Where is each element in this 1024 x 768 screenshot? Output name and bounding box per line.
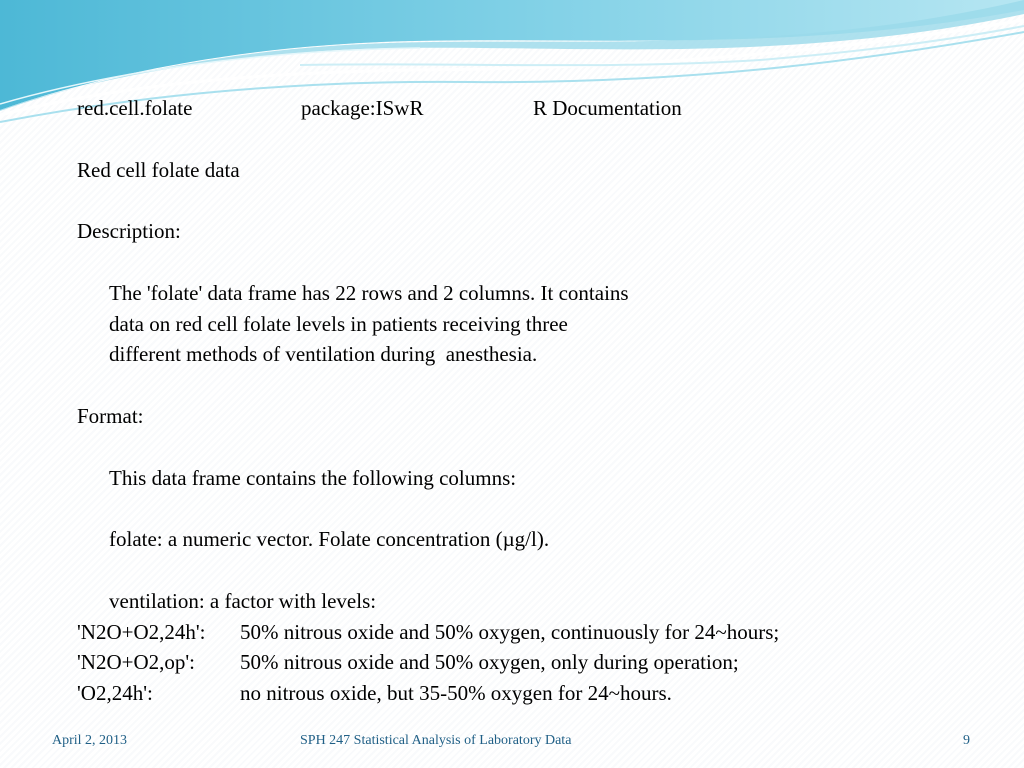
format-heading: Format: [77, 403, 144, 428]
description-line: different methods of ventilation during anesthesia. [109, 342, 538, 367]
footer-page-number: 9 [963, 733, 970, 748]
description-heading: Description: [77, 219, 181, 244]
doc-title: Red cell folate data [77, 157, 240, 182]
ventilation-level [77, 678, 977, 709]
format-intro: This data frame contains the following columns: [109, 465, 517, 490]
description-line: data on red cell folate levels in patients receiving three [109, 311, 568, 336]
ventilation-level [77, 617, 977, 648]
doc-header-line [77, 93, 977, 124]
level-key: 'N2O+O2,24h': [77, 619, 206, 644]
level-key: 'N2O+O2,op': [77, 650, 195, 675]
topic-name: red.cell.folate [77, 96, 193, 120]
level-desc: 50% nitrous oxide and 50% oxygen, only during operation; [240, 650, 739, 675]
doc-type: R Documentation [533, 96, 682, 120]
documentation-text [77, 93, 977, 709]
folate-column-desc: folate: a numeric vector. Folate concentration (µg/l). [109, 527, 550, 552]
level-desc: 50% nitrous oxide and 50% oxygen, continuously for 24~hours; [240, 619, 780, 644]
footer-course-title: SPH 247 Statistical Analysis of Laboratory Data [300, 733, 572, 748]
level-key: 'O2,24h': [77, 681, 153, 706]
package-name: package:ISwR [301, 96, 424, 120]
level-desc: no nitrous oxide, but 35-50% oxygen for 24~hours. [240, 681, 672, 706]
description-line: The 'folate' data frame has 22 rows and 2 columns. It contains [109, 280, 629, 305]
footer-date: April 2, 2013 [52, 733, 128, 748]
ventilation-level [77, 647, 977, 678]
ventilation-column-desc: ventilation: a factor with levels: [109, 588, 377, 613]
